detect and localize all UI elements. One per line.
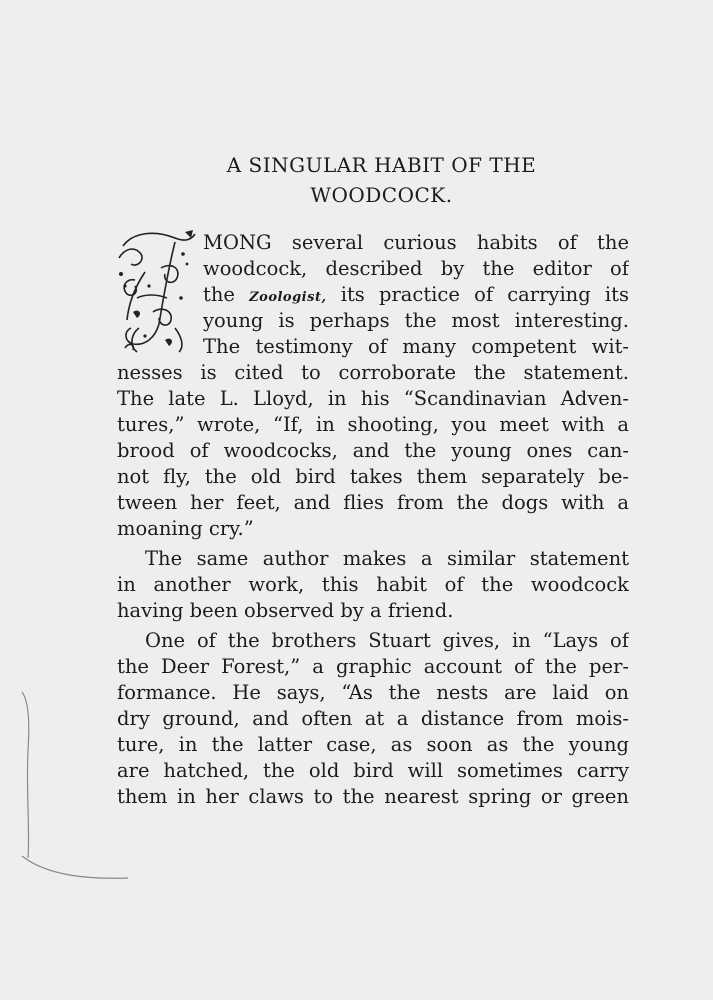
text-line-17: the Deer Forest,” a graphic account of the per- [117, 655, 629, 678]
journal-name-zoologist: Zoologist, [249, 290, 327, 305]
ornamental-dropcap [115, 228, 197, 356]
text-line-18: formance. He says, “As the nests are laid on [117, 681, 629, 704]
scan-mark-top [8, 690, 38, 860]
text-line-7: The late L. Lloyd, in his “Scandinavian Adven- [117, 387, 629, 410]
text-line-9: brood of woodcocks, and the young ones can- [117, 439, 629, 462]
text-line-6: nesses is cited to corroborate the statement. [117, 361, 629, 384]
text-line-5: The testimony of many competent wit- [203, 335, 629, 358]
scan-mark-bottom [20, 850, 130, 890]
text-line-3 [203, 282, 629, 308]
text-line-3-rest: its practice of carrying its [340, 283, 629, 306]
text-line-10: not fly, the old bird takes them separately be- [117, 465, 629, 488]
chapter-title-line-2: WOODCOCK. [310, 183, 453, 207]
text-line-4: young is perhaps the most interesting. [203, 309, 629, 332]
text-line-19: dry ground, and often at a distance from mois- [117, 707, 629, 730]
text-line-20: ture, in the latter case, as soon as the young [117, 733, 629, 756]
text-line-16: One of the brothers Stuart gives, in “Lays of [145, 629, 629, 652]
text-word-the: the [203, 283, 235, 306]
text-line-22: them in her claws to the nearest spring or green [117, 785, 629, 808]
chapter-title-line-1: A SINGULAR HABIT OF THE [226, 153, 537, 177]
text-line-21: are hatched, the old bird will sometimes carry [117, 759, 629, 782]
text-line-14: in another work, this habit of the woodcock [117, 573, 629, 596]
text-line-11: tween her feet, and flies from the dogs with a [117, 491, 629, 514]
text-line-1: MONG several curious habits of the [203, 231, 629, 254]
text-line-15: having been observed by a friend. [117, 599, 454, 622]
text-line-13: The same author makes a similar statement [145, 547, 629, 570]
text-line-2: woodcock, described by the editor of [203, 257, 629, 280]
chapter-title [100, 150, 663, 210]
text-line-8: tures,” wrote, “If, in shooting, you meet with a [117, 413, 629, 436]
text-line-12: moaning cry.” [117, 517, 254, 540]
